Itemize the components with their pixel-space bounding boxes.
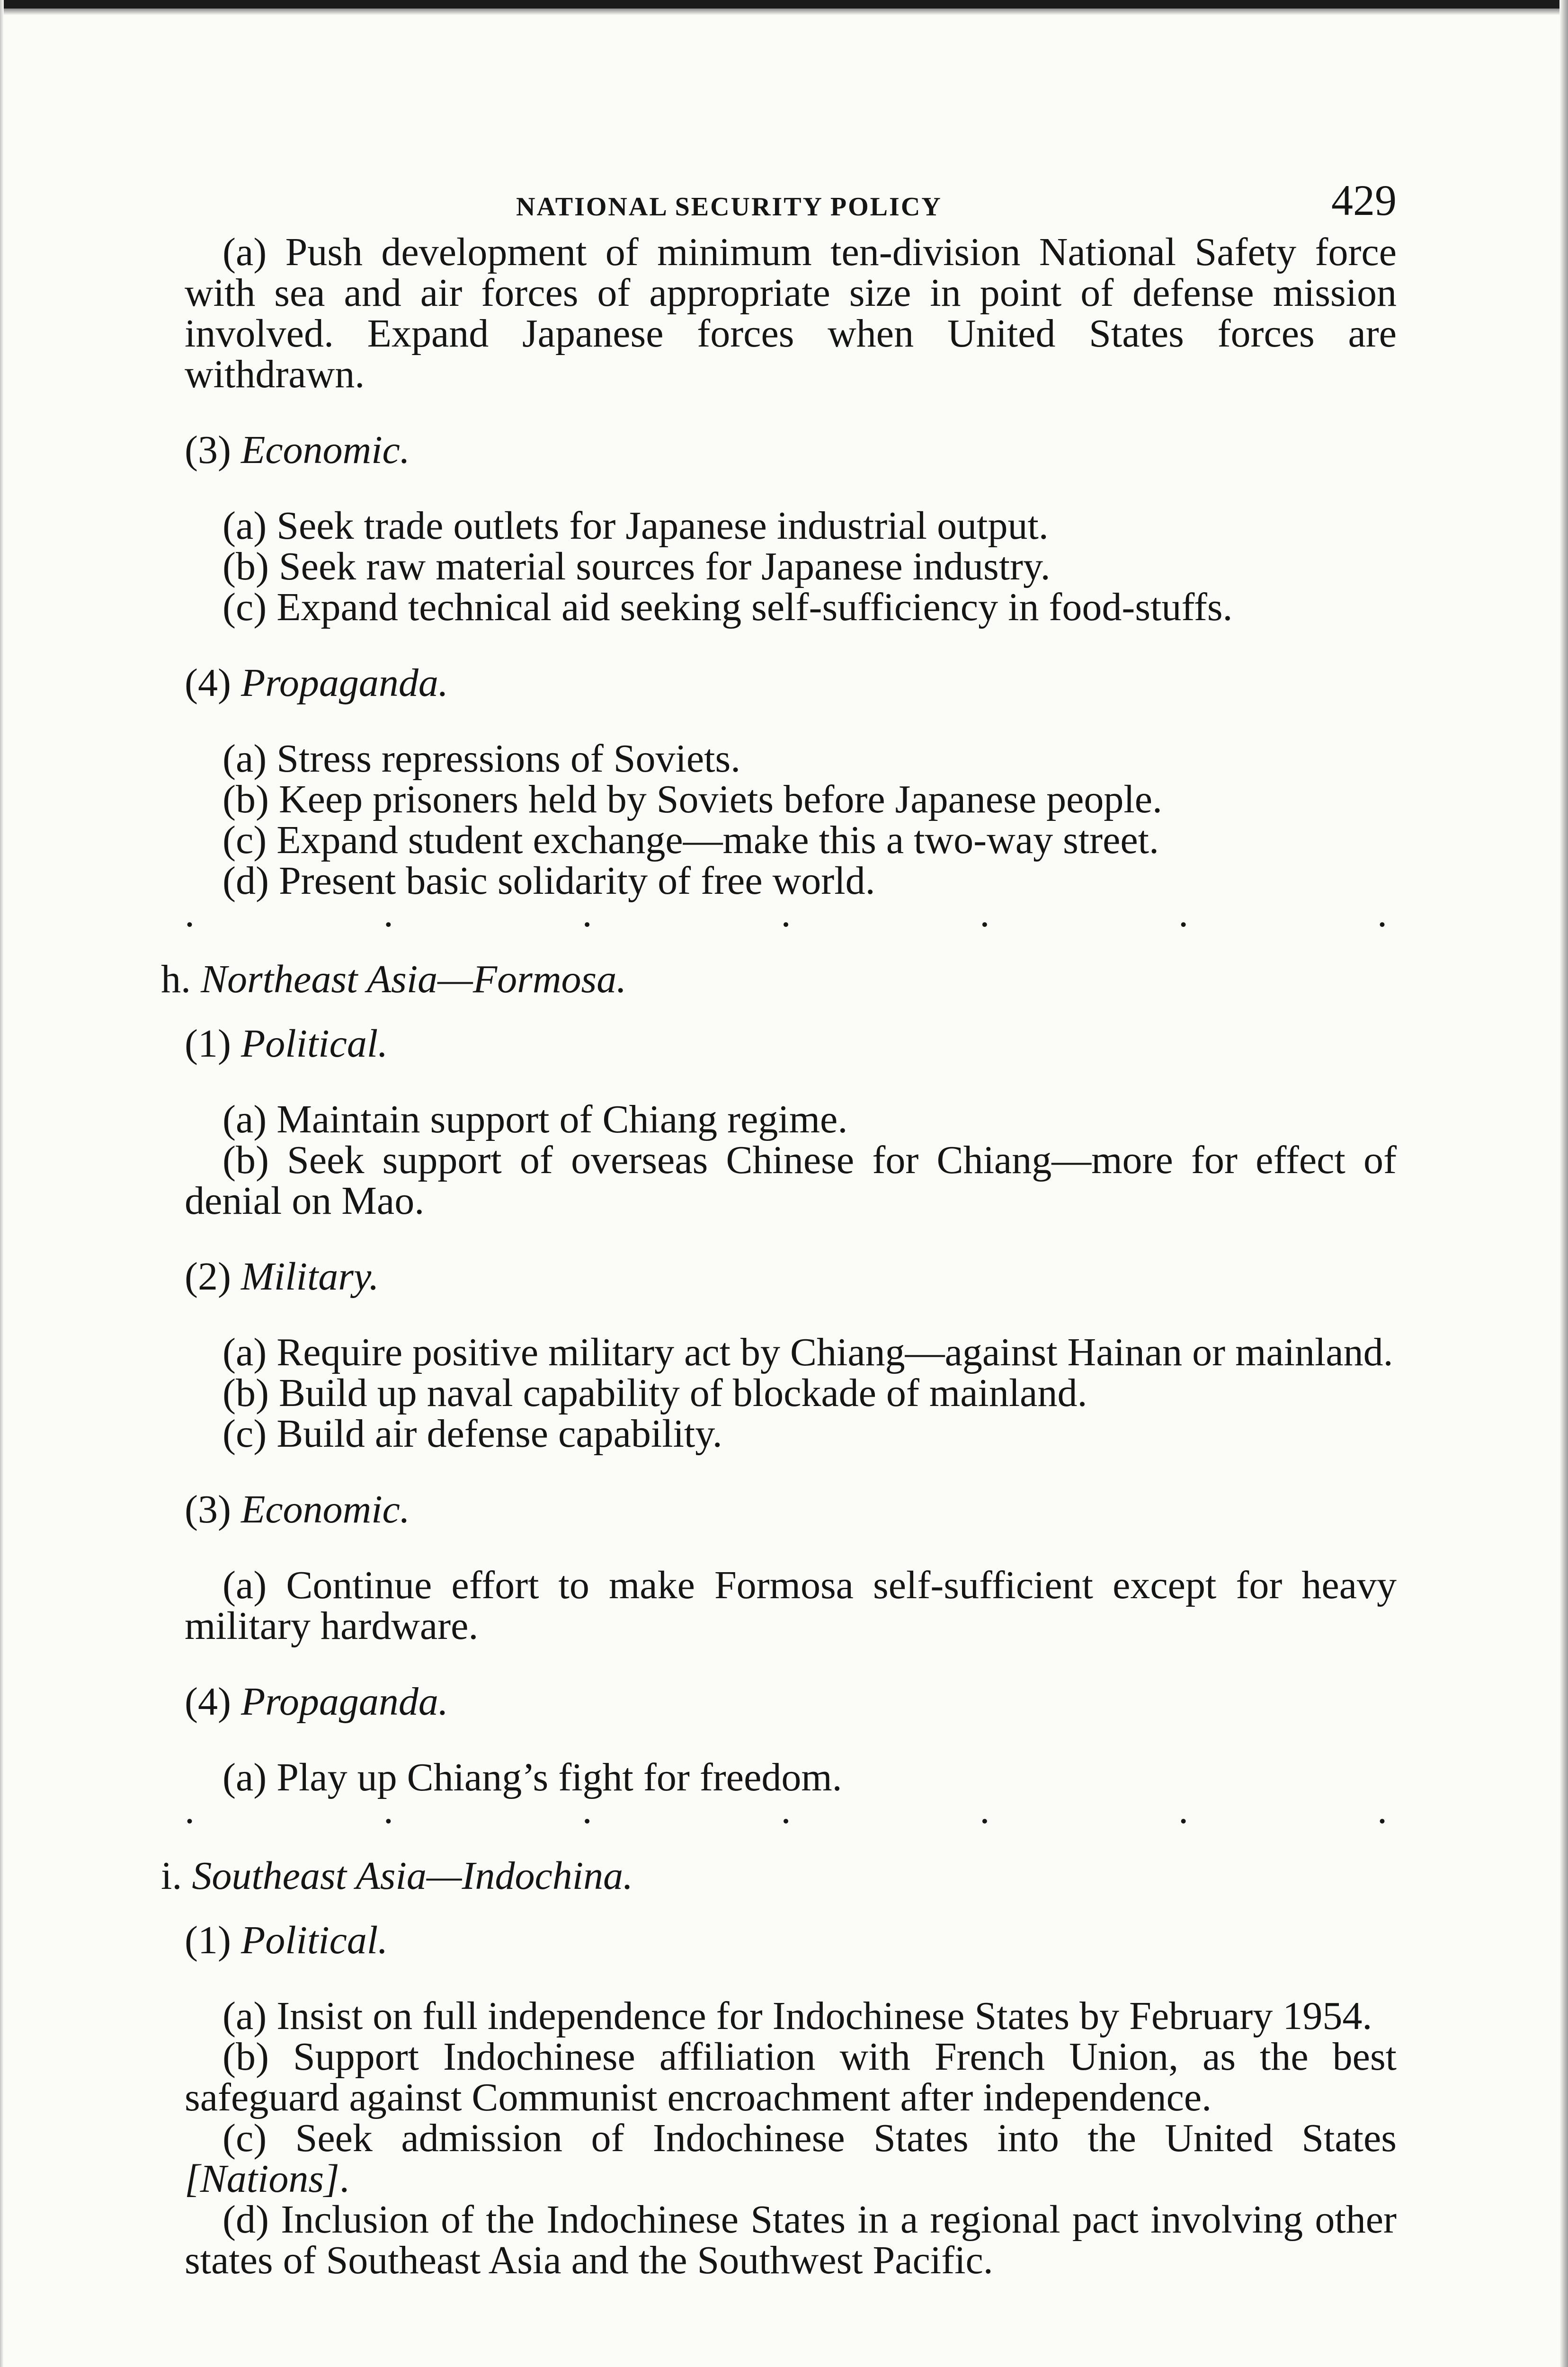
subheading-number: (4) xyxy=(185,1680,231,1724)
section-letter: i. xyxy=(161,1854,182,1898)
list-item: (a) Insist on full independence for Indochinese States by February 1954. xyxy=(223,1994,1372,2038)
subheading-number: (1) xyxy=(185,1022,231,1066)
section-title: Southeast Asia—Indochina. xyxy=(192,1854,633,1898)
subheading-number: (1) xyxy=(185,1918,231,1962)
ellipsis-dot: . xyxy=(582,891,592,935)
section-letter: h. xyxy=(161,957,191,1001)
ellipsis-dot: . xyxy=(781,891,791,935)
ellipsis-dot: . xyxy=(1377,891,1387,935)
page-header xyxy=(185,170,1397,232)
section-title: Northeast Asia—Formosa. xyxy=(201,957,627,1001)
subheading-title: Military. xyxy=(241,1255,379,1299)
section-heading-formosa xyxy=(161,959,1397,1000)
page-left-edge xyxy=(0,0,4,2367)
list-item: (a) Require positive military act by Chiang—against Hainan or mainland. xyxy=(223,1330,1393,1374)
subheading-title: Propaganda. xyxy=(241,1680,448,1724)
list-item: (c) Expand technical aid seeking self-sufficiency in food-stuffs. xyxy=(223,585,1233,629)
list-item: (a) Maintain support of Chiang regime. xyxy=(223,1097,848,1141)
list-item: (c) Build air defense capability. xyxy=(223,1412,722,1456)
list-item: (b) Keep prisoners held by Soviets before Japanese people. xyxy=(223,777,1163,821)
ellipsis-dot: . xyxy=(383,891,393,935)
subheading-title: Political. xyxy=(241,1918,388,1962)
list-item xyxy=(185,2118,1397,2199)
subheading-title: Economic. xyxy=(241,428,410,472)
subheading-political xyxy=(185,1920,1397,1961)
ellipsis-dot: . xyxy=(185,1788,195,1832)
list-item: (d) Present basic solidarity of free world. xyxy=(223,859,875,903)
subheading-title: Political. xyxy=(241,1022,388,1066)
page-number: 429 xyxy=(1331,176,1397,224)
ellipsis-dot: . xyxy=(185,891,195,935)
ellipsis-dot: . xyxy=(582,1788,592,1832)
subheading-military xyxy=(185,1256,1397,1297)
ellipsis-dot: . xyxy=(980,891,990,935)
subheading-propaganda xyxy=(185,663,1397,703)
list-item: (a) Continue effort to make Formosa self-sufficient except for heavy military hardware. xyxy=(185,1563,1397,1648)
subheading-economic xyxy=(185,430,1397,471)
ellipsis-dot: . xyxy=(1178,891,1189,935)
paragraph-japan-military-a: (a) Push development of minimum ten-division National Safety force with sea and air forces of appropriate size in point of defense mission involved. Expand Japanese forces when United States forces are withdrawn. xyxy=(185,230,1397,396)
document-page xyxy=(161,170,1397,2282)
subheading-number: (4) xyxy=(185,661,231,705)
list-item: (b) Build up naval capability of blockade of mainland. xyxy=(223,1371,1087,1415)
page-right-edge xyxy=(1559,0,1568,2367)
list-item: (d) Inclusion of the Indochinese States in a regional pact involving other states of Southeast Asia and the Southwest Pacific. xyxy=(185,2198,1397,2282)
ellipsis-dot: . xyxy=(383,1788,393,1832)
ellipsis-dot: . xyxy=(1377,1788,1387,1832)
subheading-propaganda xyxy=(185,1682,1397,1722)
ellipsis-separator xyxy=(185,1788,1397,1832)
subheading-title: Economic. xyxy=(241,1487,410,1531)
page-top-shadow xyxy=(0,9,1568,15)
ellipsis-dot: . xyxy=(781,1788,791,1832)
list-item: (a) Seek trade outlets for Japanese industrial output. xyxy=(223,504,1049,548)
bracketed-correction: [Nations] xyxy=(185,2157,339,2201)
list-item: (b) Support Indochinese affiliation with French Union, as the best safeguard against Communist encroachment after independence. xyxy=(185,2035,1397,2119)
subheading-number: (3) xyxy=(185,428,231,472)
list-item-text: (c) Seek admission of Indochinese States into the United States xyxy=(223,2116,1397,2160)
list-item: (a) Stress repressions of Soviets. xyxy=(223,737,741,781)
subheading-political xyxy=(185,1023,1397,1064)
subheading-economic xyxy=(185,1489,1397,1530)
subheading-title: Propaganda. xyxy=(241,661,448,705)
ellipsis-dot: . xyxy=(1178,1788,1189,1832)
list-item: (a) Play up Chiang’s fight for freedom. xyxy=(223,1755,842,1799)
list-item-text-end: . xyxy=(339,2157,349,2201)
subheading-number: (3) xyxy=(185,1487,231,1531)
page-top-edge xyxy=(0,0,1568,9)
ellipsis-separator xyxy=(185,891,1397,935)
running-head: NATIONAL SECURITY POLICY xyxy=(516,192,942,222)
subheading-number: (2) xyxy=(185,1255,231,1299)
list-item: (b) Seek support of overseas Chinese for Chiang—more for effect of denial on Mao. xyxy=(185,1138,1397,1223)
section-heading-indochina xyxy=(161,1856,1397,1896)
ellipsis-dot: . xyxy=(980,1788,990,1832)
list-item: (b) Seek raw material sources for Japanese industry. xyxy=(223,544,1051,588)
list-item: (c) Expand student exchange—make this a two-way street. xyxy=(223,818,1159,862)
